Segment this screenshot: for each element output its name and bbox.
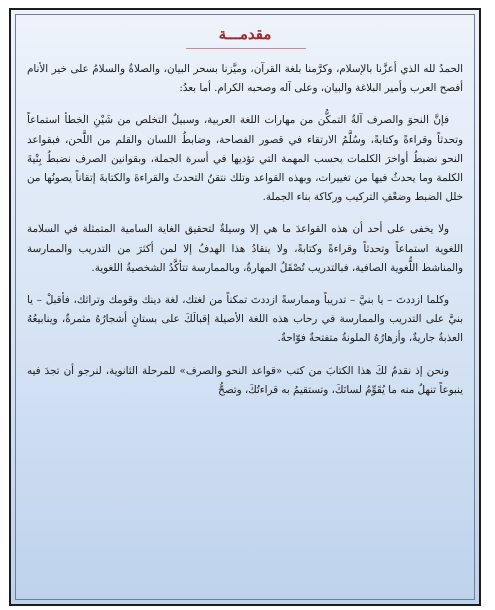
paragraph-book-intro: ونحن إذ نقدمُ لكَ هذا الكتابَ من كتب «قواعد النحو والصرف» للمرحلة الثانوية، لنرجو أن تجدَ فيه ينبوعاً تنهلُ منه ما يُقَوِّمُ لسانَكَ، وتستقيمُ به قراءتُكَ، وتصحُّ bbox=[27, 364, 463, 396]
paragraph-rules-purpose: ولا يخفى على أحد أن هذه القواعدَ ما هي إلا وسيلةٌ لتحقيق الغاية السامية المتمثلة في السلامة اللغوية استماعاً وتحدثاً وقراءةً وكتابةً، ولا ينقادُ هذا الهدفُ إلا لمن أكثرَ من التدريب والممارسة والمناشط اللُّغوية الصافية، فبالتدريب تُصْقَلُ المهارةُ، وبالممارسة تتأكَّدُ الشخصيةُ اللغوية. bbox=[27, 223, 463, 274]
page-frame bbox=[9, 8, 481, 606]
paragraph-grammar-role: فإنَّ النحوَ والصرف آلةُ التمكُّن من مهارات اللغة العربية، وسبيلُ التخلص من شَيْنِ الخطأ استماعاً وتحدثاً وقراءةً وكتابةً، وسُلَّمُ الارتقاء في قصور الفصاحة، وضابطُ اللسان والقلم من اللَّحن، فبقواعد النحو نضبطُ أواخرَ الكلمات بحسب المهمة التي تؤديها في أسرة الجملة، وبقوانين الصرف نضبطُ بِنْيةَ الكلمة وما يحدثُ فيها من تغييرات، وبهذه القواعد وتلك نتقنُ التحدثَ والقراءةَ والكتابةَ إتقاناً يصونُها من خلل الضبط وضعْفِ التركيب وركاكة بناء الجملة. bbox=[27, 114, 463, 204]
paragraph-opening: الحمدُ لله الذي أعزَّنا بالإسلام، وكرَّمنا بلغة القرآن، وميَّزنا بسحر البيان، والصلاةُ والسلامُ على خير الأنام أفصح العرب وأمير البلاغة والبيان، وعلى آله وصحبه الكرام. أما بعدُ: bbox=[27, 63, 463, 95]
document-body bbox=[27, 60, 463, 413]
page-title: مقدمـــة bbox=[218, 25, 272, 43]
title-underline bbox=[186, 48, 306, 49]
paragraph-practice: وكلما ازددتَ – يا بنيَّ – تدريباً وممارسةً ازددتَ تمكناً من لغتك، لغة دينك وقومك وتراثك، فأقبلْ – يا بنيَّ على التدريب والممارسة في رحاب هذه اللغة الأصيلة إقبالَكَ على بستانٍ أشجارُهُ مثمرةٌ، وينابيعُهُ العذبةُ جاريةٌ، وأزهارُهُ الملونةُ متفتحةٌ فوّاحةٌ. bbox=[27, 294, 463, 345]
